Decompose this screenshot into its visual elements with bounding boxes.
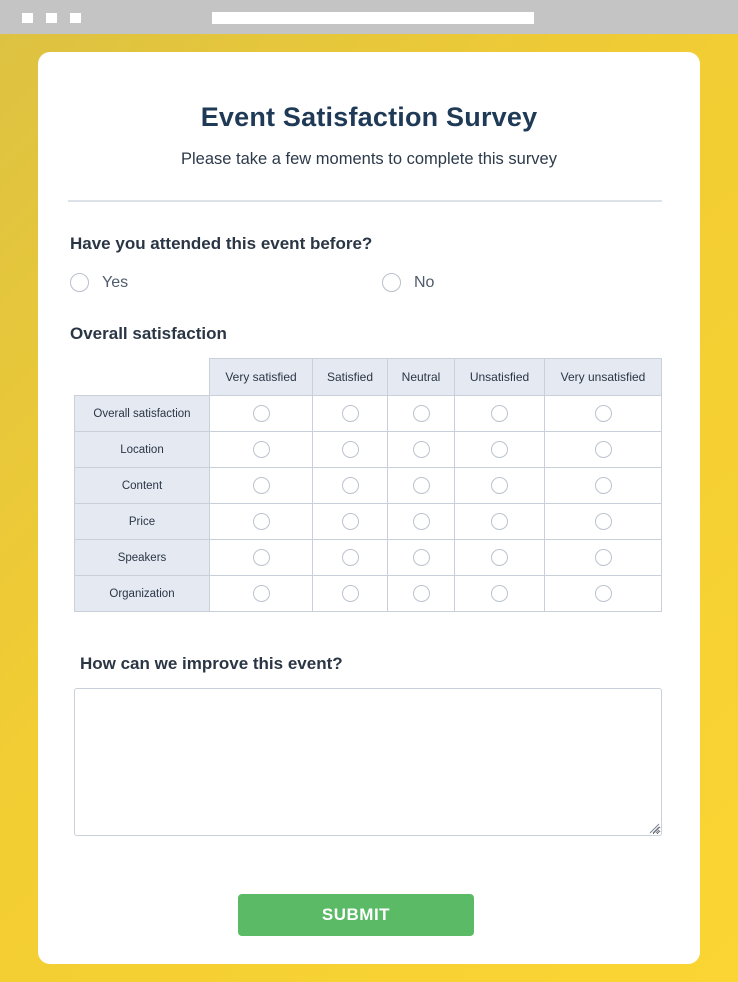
- matrix-radio-icon[interactable]: [413, 513, 430, 530]
- matrix-radio-icon[interactable]: [491, 513, 508, 530]
- matrix-cell: [210, 576, 313, 612]
- matrix-cell: [388, 396, 455, 432]
- matrix-radio-icon[interactable]: [491, 441, 508, 458]
- matrix-radio-icon[interactable]: [491, 405, 508, 422]
- matrix-column-header: Neutral: [388, 359, 455, 396]
- matrix-radio-icon[interactable]: [413, 405, 430, 422]
- radio-label: No: [414, 273, 435, 291]
- matrix-cell: [545, 504, 662, 540]
- browser-bar: [0, 0, 738, 34]
- matrix-column-header: Very unsatisfied: [545, 359, 662, 396]
- window-dot-icon: [46, 13, 57, 23]
- matrix-radio-icon[interactable]: [595, 405, 612, 422]
- matrix-radio-icon[interactable]: [595, 549, 612, 566]
- matrix-radio-icon[interactable]: [342, 549, 359, 566]
- matrix-cell: [455, 432, 545, 468]
- radio-option-no[interactable]: [382, 273, 434, 292]
- matrix-cell: [388, 432, 455, 468]
- matrix-radio-icon[interactable]: [413, 441, 430, 458]
- matrix-row-label: Price: [75, 504, 210, 540]
- matrix-cell: [313, 540, 388, 576]
- matrix-cell: [455, 540, 545, 576]
- matrix-cell: [455, 396, 545, 432]
- satisfaction-matrix: [74, 358, 662, 612]
- matrix-cell: [388, 576, 455, 612]
- matrix-cell: [388, 504, 455, 540]
- matrix-cell: [210, 432, 313, 468]
- matrix-radio-icon[interactable]: [413, 549, 430, 566]
- matrix-row-label: Location: [75, 432, 210, 468]
- form-title: Event Satisfaction Survey: [200, 102, 538, 132]
- matrix-radio-icon[interactable]: [491, 549, 508, 566]
- matrix-corner: [75, 359, 210, 396]
- matrix-cell: [313, 468, 388, 504]
- radio-circle-icon[interactable]: [382, 273, 401, 292]
- question-attended-before: Have you attended this event before?: [70, 234, 373, 253]
- radio-label: Yes: [102, 273, 129, 291]
- divider: [68, 200, 662, 202]
- matrix-row-label: Content: [75, 468, 210, 504]
- matrix-cell: [455, 504, 545, 540]
- matrix-radio-icon[interactable]: [253, 405, 270, 422]
- matrix-cell: [313, 396, 388, 432]
- matrix-row: [75, 504, 662, 540]
- improve-textarea[interactable]: [74, 688, 662, 836]
- window-dot-icon: [70, 13, 81, 23]
- matrix-cell: [545, 468, 662, 504]
- matrix-radio-icon[interactable]: [253, 441, 270, 458]
- radio-circle-icon[interactable]: [70, 273, 89, 292]
- matrix-column-header: Satisfied: [313, 359, 388, 396]
- matrix-radio-icon[interactable]: [595, 477, 612, 494]
- matrix-cell: [313, 504, 388, 540]
- matrix-column-header: Unsatisfied: [455, 359, 545, 396]
- matrix-cell: [210, 468, 313, 504]
- matrix-cell: [388, 468, 455, 504]
- matrix-row: [75, 396, 662, 432]
- matrix-radio-icon[interactable]: [595, 585, 612, 602]
- matrix-row: [75, 540, 662, 576]
- matrix-radio-icon[interactable]: [342, 441, 359, 458]
- matrix-cell: [210, 540, 313, 576]
- matrix-radio-icon[interactable]: [253, 549, 270, 566]
- matrix-row-label: Speakers: [75, 540, 210, 576]
- question-improve: How can we improve this event?: [80, 654, 343, 673]
- matrix-cell: [545, 540, 662, 576]
- window-dot-icon: [22, 13, 33, 23]
- matrix-radio-icon[interactable]: [595, 441, 612, 458]
- matrix-cell: [313, 576, 388, 612]
- radio-option-yes[interactable]: [70, 273, 128, 292]
- matrix-radio-icon[interactable]: [491, 477, 508, 494]
- matrix-row: [75, 468, 662, 504]
- matrix-radio-icon[interactable]: [342, 585, 359, 602]
- matrix-cell: [545, 576, 662, 612]
- matrix-radio-icon[interactable]: [413, 477, 430, 494]
- matrix-radio-icon[interactable]: [491, 585, 508, 602]
- matrix-radio-icon[interactable]: [342, 513, 359, 530]
- matrix-cell: [545, 432, 662, 468]
- matrix-row: [75, 432, 662, 468]
- matrix-cell: [388, 540, 455, 576]
- survey-form: [38, 52, 700, 964]
- form-subtitle: Please take a few moments to complete this survey: [180, 150, 557, 168]
- address-bar[interactable]: [212, 12, 534, 24]
- matrix-row: [75, 576, 662, 612]
- resize-handle-icon[interactable]: [648, 822, 660, 834]
- matrix-radio-icon[interactable]: [413, 585, 430, 602]
- matrix-cell: [313, 432, 388, 468]
- matrix-radio-icon[interactable]: [342, 477, 359, 494]
- matrix-cell: [210, 504, 313, 540]
- matrix-row-label: Overall satisfaction: [75, 396, 210, 432]
- matrix-row-label: Organization: [75, 576, 210, 612]
- matrix-column-header: Very satisfied: [210, 359, 313, 396]
- matrix-radio-icon[interactable]: [253, 585, 270, 602]
- matrix-radio-icon[interactable]: [342, 405, 359, 422]
- matrix-cell: [210, 396, 313, 432]
- matrix-radio-icon[interactable]: [595, 513, 612, 530]
- matrix-radio-icon[interactable]: [253, 513, 270, 530]
- matrix-radio-icon[interactable]: [253, 477, 270, 494]
- matrix-cell: [455, 576, 545, 612]
- matrix-cell: [545, 396, 662, 432]
- submit-button[interactable]: SUBMIT: [238, 894, 474, 936]
- matrix-cell: [455, 468, 545, 504]
- question-overall-satisfaction: Overall satisfaction: [70, 324, 227, 343]
